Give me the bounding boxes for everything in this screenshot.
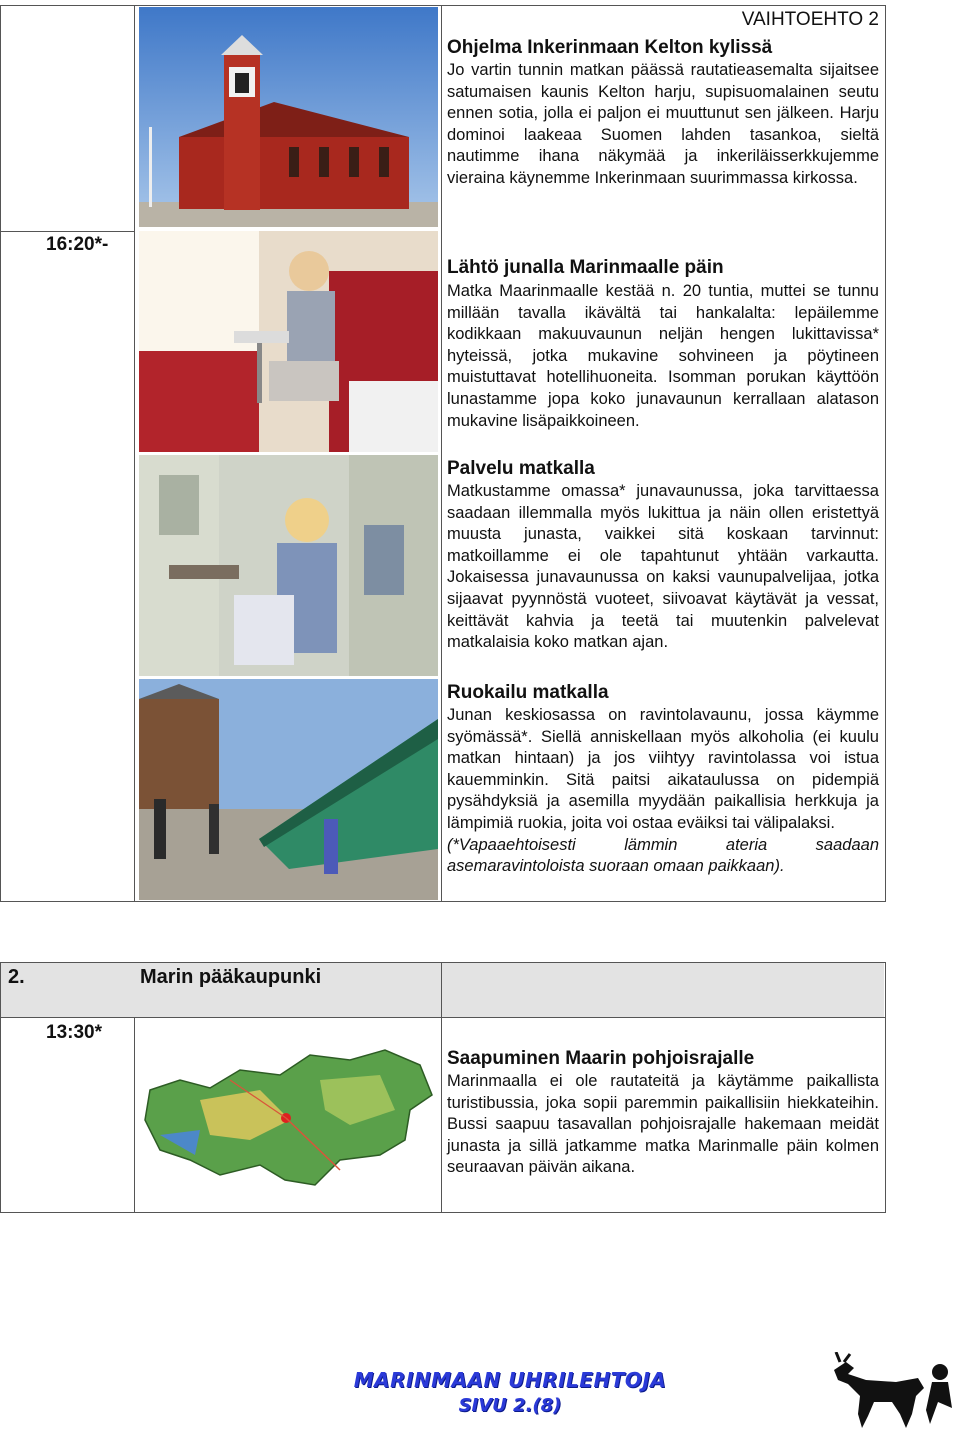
block-dining-title: Ruokailu matkalla xyxy=(447,682,609,703)
block-service-text: Matkustamme omassa* junavaunussa, joka tarvittaessa saadaan illemmalla myös lukittua ja näin ollen eristettyä muusta junasta, vaikkei sitä koskaan tarvinnut: matkoillamme ei ole tapahtunut yhtään varkautta. Jokaisessa junavaunussa on kaksi vaunupalvelijaa, jotka sijaavat pyynnöstä vuoteet, siivoavat käytävät ja vessat, keittävät kahvia ja teetä tai muutenkin palvelevat matkalaisia koko matkan ajan. xyxy=(447,482,879,652)
deer-logo-icon xyxy=(826,1352,960,1432)
table1-col-divider-2 xyxy=(441,5,442,901)
mari-map-image xyxy=(140,1040,436,1196)
block-arrival-title: Saapuminen Maarin pohjoisrajalle xyxy=(447,1048,755,1069)
train-compartment-photo xyxy=(139,231,438,452)
block-departure-text: Matka Maarinmaalle kestää n. 20 tuntia, muttei se tunnu millään tavalla ikävältä tai hankalalta: lepäilemme kodikkaan makuuvaunun neljän hengen lukittavissa* hyteissä, jotka mukavine sohvineen ja pöytineen muistuttavat hotellihuoneita. Isomman porukan käyttöön lunastamme jopa koko junavaunun kerrallaan alatason mukavine lisäpaikkoineen. xyxy=(447,282,879,430)
table1-col-divider-1 xyxy=(134,5,135,901)
block-departure xyxy=(447,256,879,432)
footer-title: MARINMAAN UHRILEHTOJA xyxy=(353,1368,667,1392)
block-departure-title: Lähtö junalla Marinmaalle päin xyxy=(447,257,724,278)
departure-time: 16:20*- xyxy=(46,234,109,255)
block-kelto-text: Jo vartin tunnin matkan päässä rautatieasemalta sijaitsee satumaisen kaunis Kelton harju, supisuomalainen seutu ennen sotia, jolla ei paljon ei muuttunut sen jälkeen. Harju dominoi laakeaa Suomen lahden tasankoa, sieltä nautimme ihana näkymää ja inkeriläisserkkujemme vieraina käynemme Inkerinmaan suurimmassa kirkossa. xyxy=(447,61,879,187)
table2-col-divider-2 xyxy=(441,962,442,1212)
footer-page-number: SIVU 2.(8) xyxy=(458,1395,562,1416)
train-platform-photo xyxy=(139,679,438,900)
arrival-time: 13:30* xyxy=(46,1022,102,1043)
block-service-title: Palvelu matkalla xyxy=(447,458,595,479)
block-service xyxy=(447,457,879,654)
block-arrival xyxy=(447,1047,879,1179)
block-kelto-title: Ohjelma Inkerinmaan Kelton kylissä xyxy=(447,37,773,58)
church-photo xyxy=(139,7,438,227)
train-attendant-photo xyxy=(139,455,438,676)
table2-row-divider xyxy=(0,1017,885,1018)
variant-label: VAIHTOEHTO 2 xyxy=(741,9,879,30)
section-header-row xyxy=(1,963,884,1017)
block-dining-note: (*Vapaaehtoisesti lämmin ateria saadaan asemaravintoloista suoraan omaan paikkaan). xyxy=(447,835,879,876)
block-dining xyxy=(447,681,879,878)
table1-row-divider xyxy=(0,231,135,232)
block-kelto xyxy=(447,36,879,190)
section-heading: Marin pääkaupunki xyxy=(140,966,322,988)
section-number: 2. xyxy=(8,966,25,988)
block-dining-text: Junan keskiosassa on ravintolavaunu, jossa käymme syömässä*. Siellä anniskellaan myös alkoholia (ei kuulu matkan hintaan) ja jos viihtyy ravintolassa voi istua kauemminkin. Sitä paitsi aikataulussa on pidempiä pysähdyksiä ja asemilla myydään paikallisia herkkuja ja lämpimiä ruokia, joita voi ostaa eväiksi tai välipalaksi. xyxy=(447,706,879,832)
block-arrival-text: Marinmaalla ei ole rautateitä ja käytämme paikallista turistibussia, joka sopii paremmin paikallisiin hiekkateihin. Bussi saapuu tasavallan pohjoisrajalle hakemaan meidät junasta ja sillä jatkamme matka Marinmalle päin kolmen seuraavan päivän aikana. xyxy=(447,1072,879,1177)
table2-col-divider-1 xyxy=(134,1017,135,1212)
